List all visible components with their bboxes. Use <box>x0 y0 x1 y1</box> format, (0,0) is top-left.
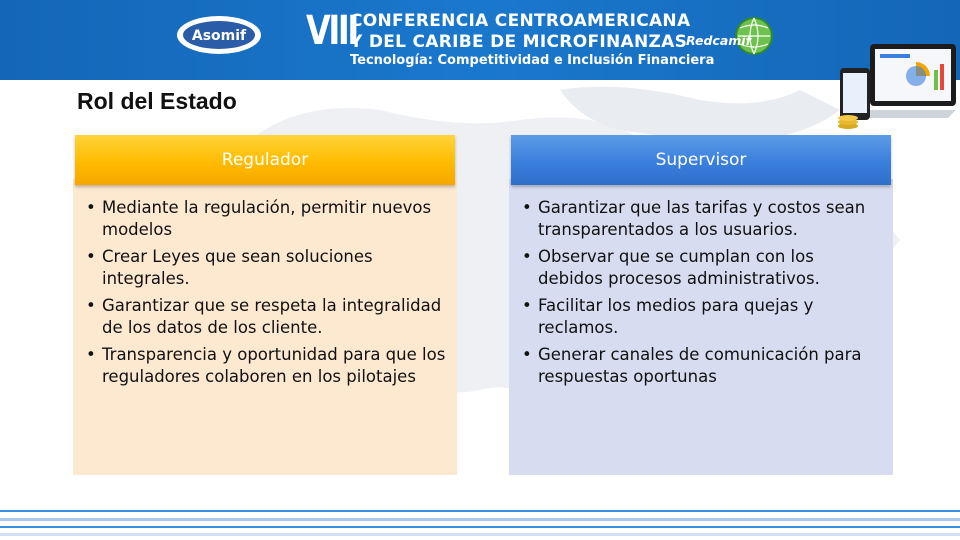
bullet-icon: • <box>522 296 532 315</box>
list-item <box>73 197 457 241</box>
bullet-icon: • <box>522 198 532 217</box>
supervisor-list <box>509 197 893 393</box>
redcamif-logo-text: Redcamif <box>686 33 752 48</box>
list-item <box>509 295 893 339</box>
list-item <box>73 295 457 339</box>
devices-illustration <box>830 40 960 140</box>
bullet-icon: • <box>86 345 96 364</box>
list-item-text: Mediante la regulación, permitir nuevos modelos <box>102 198 432 239</box>
conference-line-1: CONFERENCIA CENTROAMERICANA <box>350 11 691 31</box>
list-item-text: Transparencia y oportunidad para que los reguladores colaboren en los pilotajes <box>102 345 446 386</box>
bullet-icon: • <box>86 198 96 217</box>
bullet-icon: • <box>522 247 532 266</box>
edition-numeral: VIII <box>306 8 357 54</box>
bullet-icon: • <box>86 296 96 315</box>
list-item <box>73 344 457 388</box>
list-item <box>73 246 457 290</box>
list-item-text: Garantizar que se respeta la integralidad de los datos de los cliente. <box>102 296 442 337</box>
list-item <box>509 197 893 241</box>
regulador-panel <box>73 135 457 475</box>
conference-title <box>350 11 690 53</box>
list-item-text: Facilitar los medios para quejas y reclamos. <box>538 296 814 337</box>
supervisor-panel <box>509 135 893 475</box>
conference-line-2: Y DEL CARIBE DE MICROFINANZAS <box>350 32 688 52</box>
asomif-logo-text: Asomif <box>191 28 247 44</box>
conference-subtitle: Tecnología: Competitividad e Inclusión Financiera <box>350 53 715 68</box>
regulador-heading: Regulador <box>75 135 455 185</box>
bullet-icon: • <box>522 345 532 364</box>
bullet-icon: • <box>86 247 96 266</box>
list-item <box>509 246 893 290</box>
list-item-text: Crear Leyes que sean soluciones integrales. <box>102 247 373 288</box>
page-title: Rol del Estado <box>77 88 237 114</box>
list-item-text: Garantizar que las tarifas y costos sean transparentados a los usuarios. <box>538 198 866 239</box>
list-item-text: Observar que se cumplan con los debidos procesos administrativos. <box>538 247 820 288</box>
list-item <box>509 344 893 388</box>
regulador-list <box>73 197 457 393</box>
supervisor-heading: Supervisor <box>511 135 891 185</box>
list-item-text: Generar canales de comunicación para respuestas oportunas <box>538 345 862 386</box>
asomif-logo <box>176 14 262 56</box>
footer-stripes <box>0 506 960 540</box>
